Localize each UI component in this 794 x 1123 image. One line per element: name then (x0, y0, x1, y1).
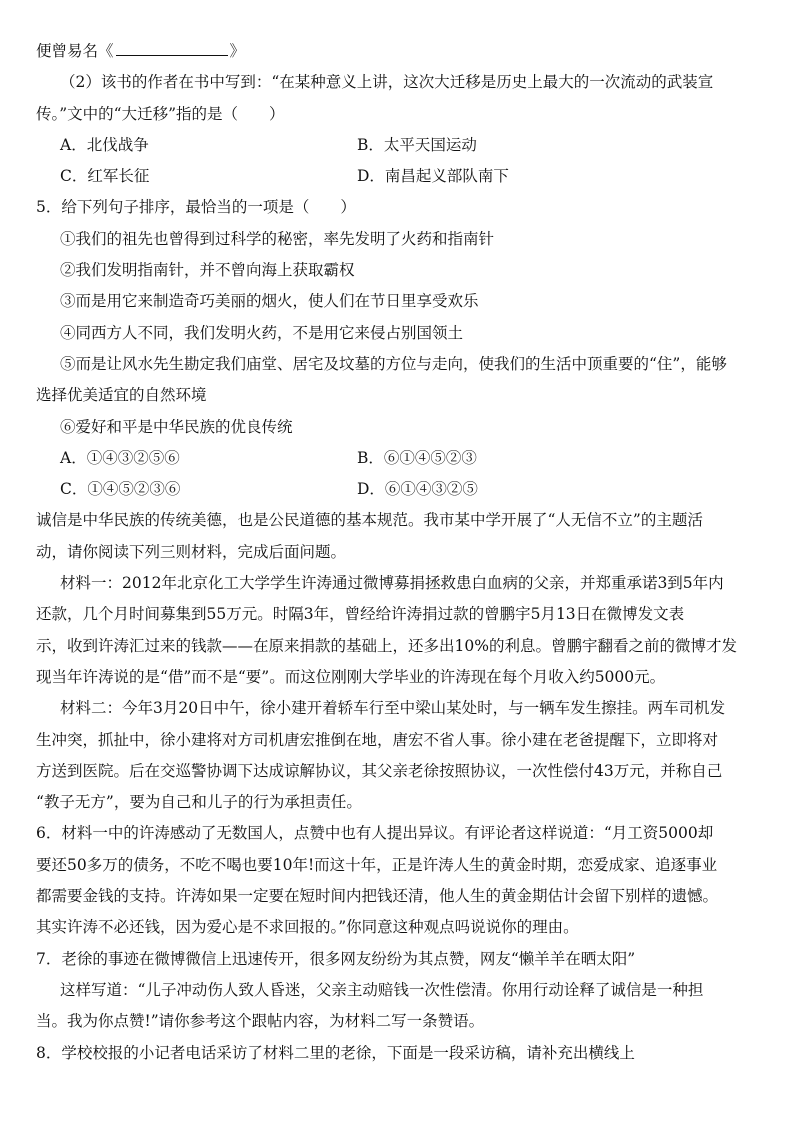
question-7-stem: 7．老徐的事迹在微博微信上迅速传开，很多网友纷纷为其点赞，网友“懒羊羊在晒太阳” (36, 949, 636, 968)
sentence-4: ④同西方人不同，我们发明火药，不是用它来侵占别国领土 (60, 323, 464, 342)
text-line (36, 36, 758, 67)
intro-paragraph-cont: 动，请你阅读下列三则材料，完成后面问题。 (36, 542, 347, 561)
question-4-2-stem: （2）该书的作者在书中写到：“在某种意义上讲，这次大迁移是历史上最大的一次流动的武装宣 (60, 73, 714, 92)
q5-option-c[interactable]: C．①④⑤②③⑥ (60, 480, 181, 499)
question-8-stem: 8．学校校报的小记者电话采访了材料二里的老徐，下面是一段采访稿，请补充出横线上 (36, 1043, 635, 1062)
question-5-stem: 5．给下列句子排序，最恰当的一项是（ ） (36, 198, 356, 217)
question-6-stem-cont: 其实许涛不必还钱，因为爱心是不求回报的。”你同意这种观点吗说说你的理由。 (36, 918, 579, 937)
q4-options-row-1 (36, 130, 758, 161)
material-2-cont: 方送到医院。后在交巡警协调下达成谅解协议，其父亲老徐按照协议，一次性偿付43万元，并称自己 (36, 761, 723, 780)
q4-option-c[interactable]: C．红军长征 (60, 167, 150, 186)
intro-paragraph: 诚信是中华民族的传统美德，也是公民道德的基本规范。我市某中学开展了“人无信不立”的主题活 (36, 511, 703, 530)
material-1-cont: 示，收到许涛汇过来的钱款——在原来捐款的基础上，还多出10%的利息。曾鹏宇翻看之前的微博才发 (36, 636, 737, 655)
q5-options-row-2 (36, 474, 758, 505)
q5-option-a[interactable]: A．①④③②⑤⑥ (60, 448, 180, 467)
text-fragment: 》 (229, 42, 246, 60)
sentence-5-cont: 选择优美适宜的自然环境 (36, 386, 207, 405)
q4-option-b[interactable]: B．太平天国运动 (357, 135, 477, 154)
sentence-6: ⑥爱好和平是中华民族的优良传统 (60, 417, 293, 436)
sentence-3: ③而是用它来制造奇巧美丽的烟火，使人们在节日里享受欢乐 (60, 292, 479, 311)
material-2-cont: “教子无方”，要为自己和儿子的行为承担责任。 (36, 793, 362, 812)
fill-in-blank[interactable] (116, 37, 228, 56)
sentence-5: ⑤而是让风水先生勘定我们庙堂、居宅及坟墓的方位与走向，使我们的生活中顶重要的“住”，能够 (60, 354, 727, 373)
q4-option-d[interactable]: D．南昌起义部队南下 (357, 167, 509, 186)
sentence-2: ②我们发明指南针，并不曾向海上获取霸权 (60, 261, 355, 280)
question-7-stem-cont: 这样写道：“儿子冲动伤人致人昏迷，父亲主动赔钱一次性偿清。你用行动诠释了诚信是一种担 (60, 980, 704, 999)
sentence-1: ①我们的祖先也曾得到过科学的秘密，率先发明了火药和指南针 (60, 229, 495, 248)
question-4-2-stem-cont: 传。”文中的“大迁移”指的是（ ） (36, 104, 285, 123)
material-1-cont: 还款，几个月时间募集到55万元。时隔3年，曾经给许涛捐过款的曾鹏宇5月13日在微博发文表 (36, 605, 685, 624)
material-1: 材料一：2012年北京化工大学学生许涛通过微博募捐拯救患白血病的父亲，并郑重承诺3到5年内 (60, 574, 724, 593)
q5-options-row-1 (36, 443, 758, 474)
text-fragment: 便曾易名《 (36, 42, 114, 60)
material-2-cont: 生冲突，抓扯中，徐小建将对方司机唐宏推倒在地，唐宏不省人事。徐小建在老爸提醒下，立即将对 (36, 730, 719, 749)
q5-option-b[interactable]: B．⑥①④⑤②③ (357, 448, 477, 467)
exam-page (36, 36, 758, 1069)
question-7-stem-cont: 当。我为你点赞!”请你参考这个跟帖内容，为材料二写一条赞语。 (36, 1012, 485, 1031)
q4-options-row-2 (36, 161, 758, 192)
q4-option-a[interactable]: A．北伐战争 (60, 135, 149, 154)
material-1-cont: 现当年许涛说的是“借”而不是“要”。而这位刚刚大学毕业的许涛现在每个月收入约5000元。 (36, 667, 666, 686)
material-2: 材料二：今年3月20日中午，徐小建开着轿车行至中梁山某处时，与一辆车发生擦挂。两车司机发 (60, 699, 726, 718)
question-6-stem: 6．材料一中的许涛感动了无数国人，点赞中也有人提出异议。有评论者这样说道：“月工资5000却 (36, 824, 714, 843)
q5-option-d[interactable]: D．⑥①④③②⑤ (357, 480, 478, 499)
question-6-stem-cont: 都需要金钱的支持。许涛如果一定要在短时间内把钱还清，他人生的黄金期估计会留下别样的遗憾。 (36, 887, 719, 906)
question-6-stem-cont: 要还50多万的债务，不吃不喝也要10年!而这十年，正是许涛人生的黄金时期，恋爱成家、追逐事业 (36, 855, 718, 874)
